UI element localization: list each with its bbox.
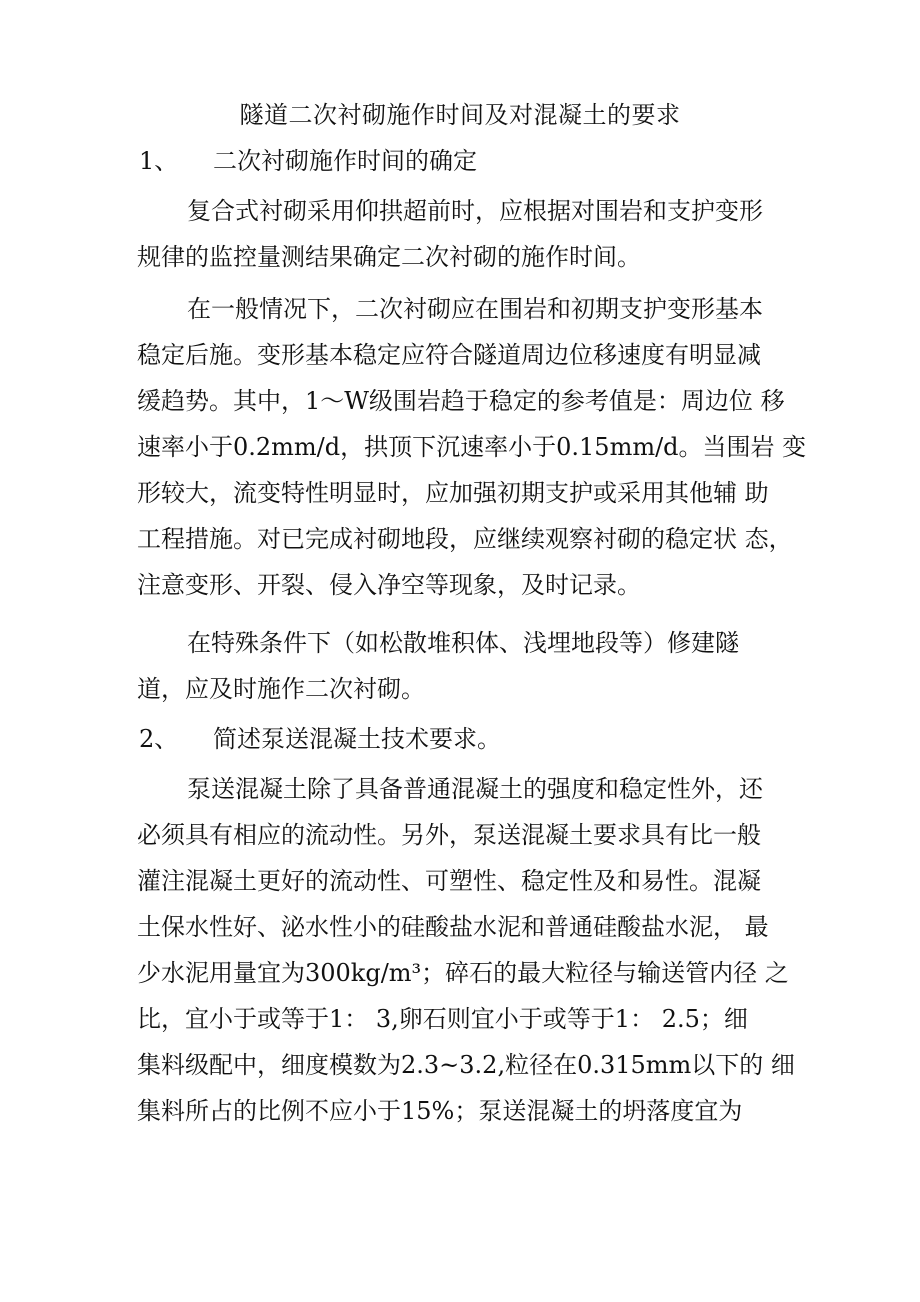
paragraph-line: 在一般情况下，二次衬砌应在围岩和初期支护变形基本 — [187, 295, 763, 323]
paragraph-line: 少水泥用量宜为300kg/m³；碎石的最大粒径与输送管内径 之 — [137, 959, 789, 987]
document-title: 隧道二次衬砌施作时间及对混凝土的要求 — [239, 101, 681, 129]
paragraph-line: 规律的监控量测结果确定二次衬砌的施作时间。 — [137, 243, 641, 271]
paragraph-line: 道，应及时施作二次衬砌。 — [137, 675, 425, 703]
paragraph-line: 在特殊条件下（如松散堆积体、浅埋地段等）修建隧 — [187, 629, 739, 657]
paragraph-line: 复合式衬砌采用仰拱超前时，应根据对围岩和支护变形 — [187, 197, 763, 225]
paragraph-line: 土保水性好、泌水性小的硅酸盐水泥和普通硅酸盐水泥， 最 — [137, 913, 769, 941]
section-1-number: 1、 — [139, 147, 179, 175]
section-1-title: 二次衬砌施作时间的确定 — [213, 147, 477, 175]
paragraph-line: 灌注混凝土更好的流动性、可塑性、稳定性及和易性。混凝 — [137, 867, 761, 895]
paragraph-line: 缓趋势。其中，1〜W级围岩趋于稳定的参考值是：周边位 移 — [137, 387, 785, 415]
paragraph-line: 稳定后施。变形基本稳定应符合隧道周边位移速度有明显减 — [137, 341, 761, 369]
section-1-paragraph-1 — [137, 188, 787, 280]
paragraph-line: 必须具有相应的流动性。另外，泵送混凝土要求具有比一般 — [137, 821, 761, 849]
paragraph-line: 形较大，流变特性明显时，应加强初期支护或采用其他辅 助 — [137, 479, 769, 507]
paragraph-line: 集料级配中，细度模数为2.3~3.2,粒径在0.315mm以下的 细 — [137, 1051, 795, 1079]
section-1-paragraph-3 — [137, 620, 787, 712]
paragraph-line: 速率小于0.2mm/d，拱顶下沉速率小于0.15mm/d。当围岩 变 — [137, 433, 807, 461]
paragraph-line: 工程措施。对已完成衬砌地段，应继续观察衬砌的稳定状 态， — [137, 525, 793, 553]
section-2-paragraph-1 — [137, 766, 795, 1134]
paragraph-line: 比，宜小于或等于1： 3,卵石则宜小于或等于1： 2.5；细 — [137, 1005, 748, 1033]
paragraph-line: 注意变形、开裂、侵入净空等现象，及时记录。 — [137, 571, 641, 599]
section-1-heading — [139, 138, 477, 184]
paragraph-line: 泵送混凝土除了具备普通混凝土的强度和稳定性外，还 — [187, 775, 763, 803]
section-2-heading — [139, 716, 501, 762]
paragraph-line: 集料所占的比例不应小于15%；泵送混凝土的坍落度宜为 — [137, 1097, 743, 1125]
section-2-title: 简述泵送混凝土技术要求。 — [213, 725, 501, 753]
section-2-number: 2、 — [139, 725, 179, 753]
section-1-paragraph-2 — [137, 286, 807, 608]
